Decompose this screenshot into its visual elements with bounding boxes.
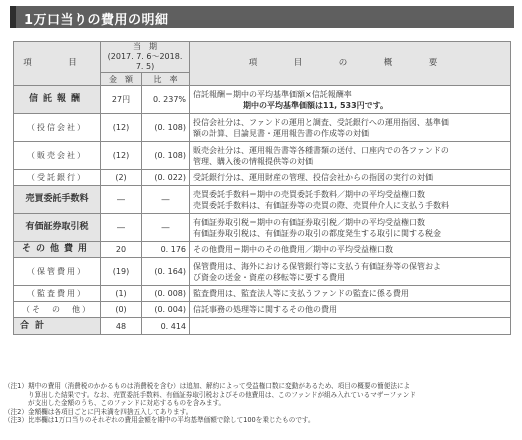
- row-amount: (12): [101, 142, 142, 170]
- row-description: [190, 114, 511, 142]
- row-management-company: [14, 114, 511, 142]
- row-description: [190, 186, 511, 214]
- row-ratio: 0. 414: [142, 318, 190, 335]
- row-description-line: 期中の平均基準価額は11, 533円です。: [243, 100, 389, 110]
- row-label: 有価証券取引税: [14, 214, 101, 242]
- row-label: （販売会社）: [14, 142, 101, 170]
- row-label: （保管費用）: [14, 258, 101, 286]
- row-custody-fee: [14, 258, 511, 286]
- footnotes: [4, 382, 518, 425]
- row-description-line: 保管費用は、海外における保管銀行等に支払う有価証券等の保管およ: [193, 261, 442, 271]
- row-ratio: (0. 008): [142, 286, 190, 302]
- row-description-line: び資金の送金・資産の移転等に要する費用: [193, 272, 346, 282]
- row-description: [190, 286, 511, 302]
- row-description-line: 投信会社分は、ファンドの運用と調査、受託銀行への運用指図、基準価: [193, 117, 449, 127]
- row-distributor: [14, 142, 511, 170]
- row-amount: 20: [101, 242, 142, 258]
- row-securities-transaction-tax: [14, 214, 511, 242]
- row-ratio: (0. 164): [142, 258, 190, 286]
- row-description-line: 売買委託手数料＝期中の売買委託手数料／期中の平均受益権口数: [193, 189, 426, 199]
- footnote-2: （注2）金額欄は各項目ごとに円未満を四捨五入してあります。: [4, 407, 193, 416]
- row-ratio: 0. 176: [142, 242, 190, 258]
- row-amount: (12): [101, 114, 142, 142]
- footnote-1-cont: り算出した結果です。なお、売買委託手数料、有価証券取引税およびその他費用は、このファンドが組み入れているマザーファンド: [28, 390, 416, 399]
- row-amount: (1): [101, 286, 142, 302]
- row-ratio: (0. 108): [142, 142, 190, 170]
- footnote-1: （注1）期中の費用（消費税のかかるものは消費税を含む）は追加、解約によって受益権口数に変動があるため、項目の概要の簡便法によ: [4, 382, 411, 390]
- section-title: 1万口当りの費用の明細: [24, 13, 169, 28]
- row-label: その他費用: [14, 242, 101, 258]
- row-description: [190, 214, 511, 242]
- row-amount: 27円: [101, 86, 142, 114]
- header-period-range: (2017. 7. 6～2018. 7. 5): [107, 52, 183, 71]
- row-amount: (2): [101, 170, 142, 186]
- footnote-3: （注3）比率欄は1万口当りのそれぞれの費用金額を期中の平均基準価額で除して100を乗じたものです。: [4, 416, 315, 425]
- section-header: [10, 6, 514, 28]
- row-description-line: 有価証券取引税は、有価証券の取引の都度発生する取引に関する税金: [193, 228, 442, 238]
- header-amount: 金 額: [101, 73, 142, 86]
- row-description: [190, 318, 511, 335]
- row-label: 売買委託手数料: [14, 186, 101, 214]
- row-label: 合計: [14, 318, 101, 335]
- header-period-title: 当 期: [133, 42, 157, 51]
- row-description: [190, 86, 511, 114]
- row-label: （受託銀行）: [14, 170, 101, 186]
- row-ratio: (0. 022): [142, 170, 190, 186]
- row-amount: (19): [101, 258, 142, 286]
- row-ratio: ―: [142, 186, 190, 214]
- row-amount: ―: [101, 186, 142, 214]
- row-other: [14, 302, 511, 318]
- header-period: [101, 42, 190, 73]
- row-label: （監査費用）: [14, 286, 101, 302]
- row-trustee-bank: [14, 170, 511, 186]
- row-audit-fee: [14, 286, 511, 302]
- row-amount: ―: [101, 214, 142, 242]
- row-description-line: 信託事務の処理等に関するその他の費用: [193, 305, 338, 314]
- header-item: 項 目: [14, 42, 101, 86]
- row-brokerage-commission: [14, 186, 511, 214]
- row-description-line: 管理、購入後の情報提供等の対価: [193, 156, 314, 166]
- row-description-line: 販売会社分は、運用報告書等各種書類の送付、口座内での各ファンドの: [193, 145, 449, 155]
- row-ratio: (0. 108): [142, 114, 190, 142]
- row-description-line: 監査費用は、監査法人等に支払うファンドの監査に係る費用: [193, 289, 409, 298]
- row-description-line: 有価証券取引税＝期中の有価証券取引税／期中の平均受益権口数: [193, 217, 426, 227]
- row-description-line: 信託報酬＝期中の平均基準価額×信託報酬率: [193, 89, 352, 99]
- row-ratio: ―: [142, 214, 190, 242]
- row-ratio: (0. 004): [142, 302, 190, 318]
- row-amount: (0): [101, 302, 142, 318]
- row-trust-fee: [14, 86, 511, 114]
- row-description-line: その他費用＝期中のその他費用／期中の平均受益権口数: [193, 245, 394, 254]
- row-total: [14, 318, 511, 335]
- row-label: （そ の 他）: [14, 302, 101, 318]
- row-description-line: 売買委託手数料は、有価証券等の売買の際、売買仲介人に支払う手数料: [193, 200, 450, 210]
- row-description-line: 額の計算、目論見書・運用報告書の作成等の対価: [193, 128, 370, 138]
- row-label: （投信会社）: [14, 114, 101, 142]
- row-description: [190, 142, 511, 170]
- row-description: [190, 242, 511, 258]
- row-label: 信託報酬: [14, 86, 101, 114]
- header-description: 項 目 の 概 要: [190, 42, 511, 86]
- row-description: [190, 258, 511, 286]
- row-amount: 48: [101, 318, 142, 335]
- row-other-expenses: [14, 242, 511, 258]
- footnote-1-cont: が支出した金額のうち、このファンドに対応するものを含みます。: [28, 399, 226, 408]
- table-header-row-1: [14, 42, 511, 73]
- row-description: [190, 170, 511, 186]
- header-accent: [10, 6, 16, 28]
- header-ratio: 比 率: [142, 73, 190, 86]
- row-description-line: 受託銀行分は、運用財産の管理、投信会社からの指図の実行の対価: [193, 173, 434, 182]
- row-ratio: 0. 237%: [142, 86, 190, 114]
- cost-detail-table: [13, 41, 511, 335]
- row-description: [190, 302, 511, 318]
